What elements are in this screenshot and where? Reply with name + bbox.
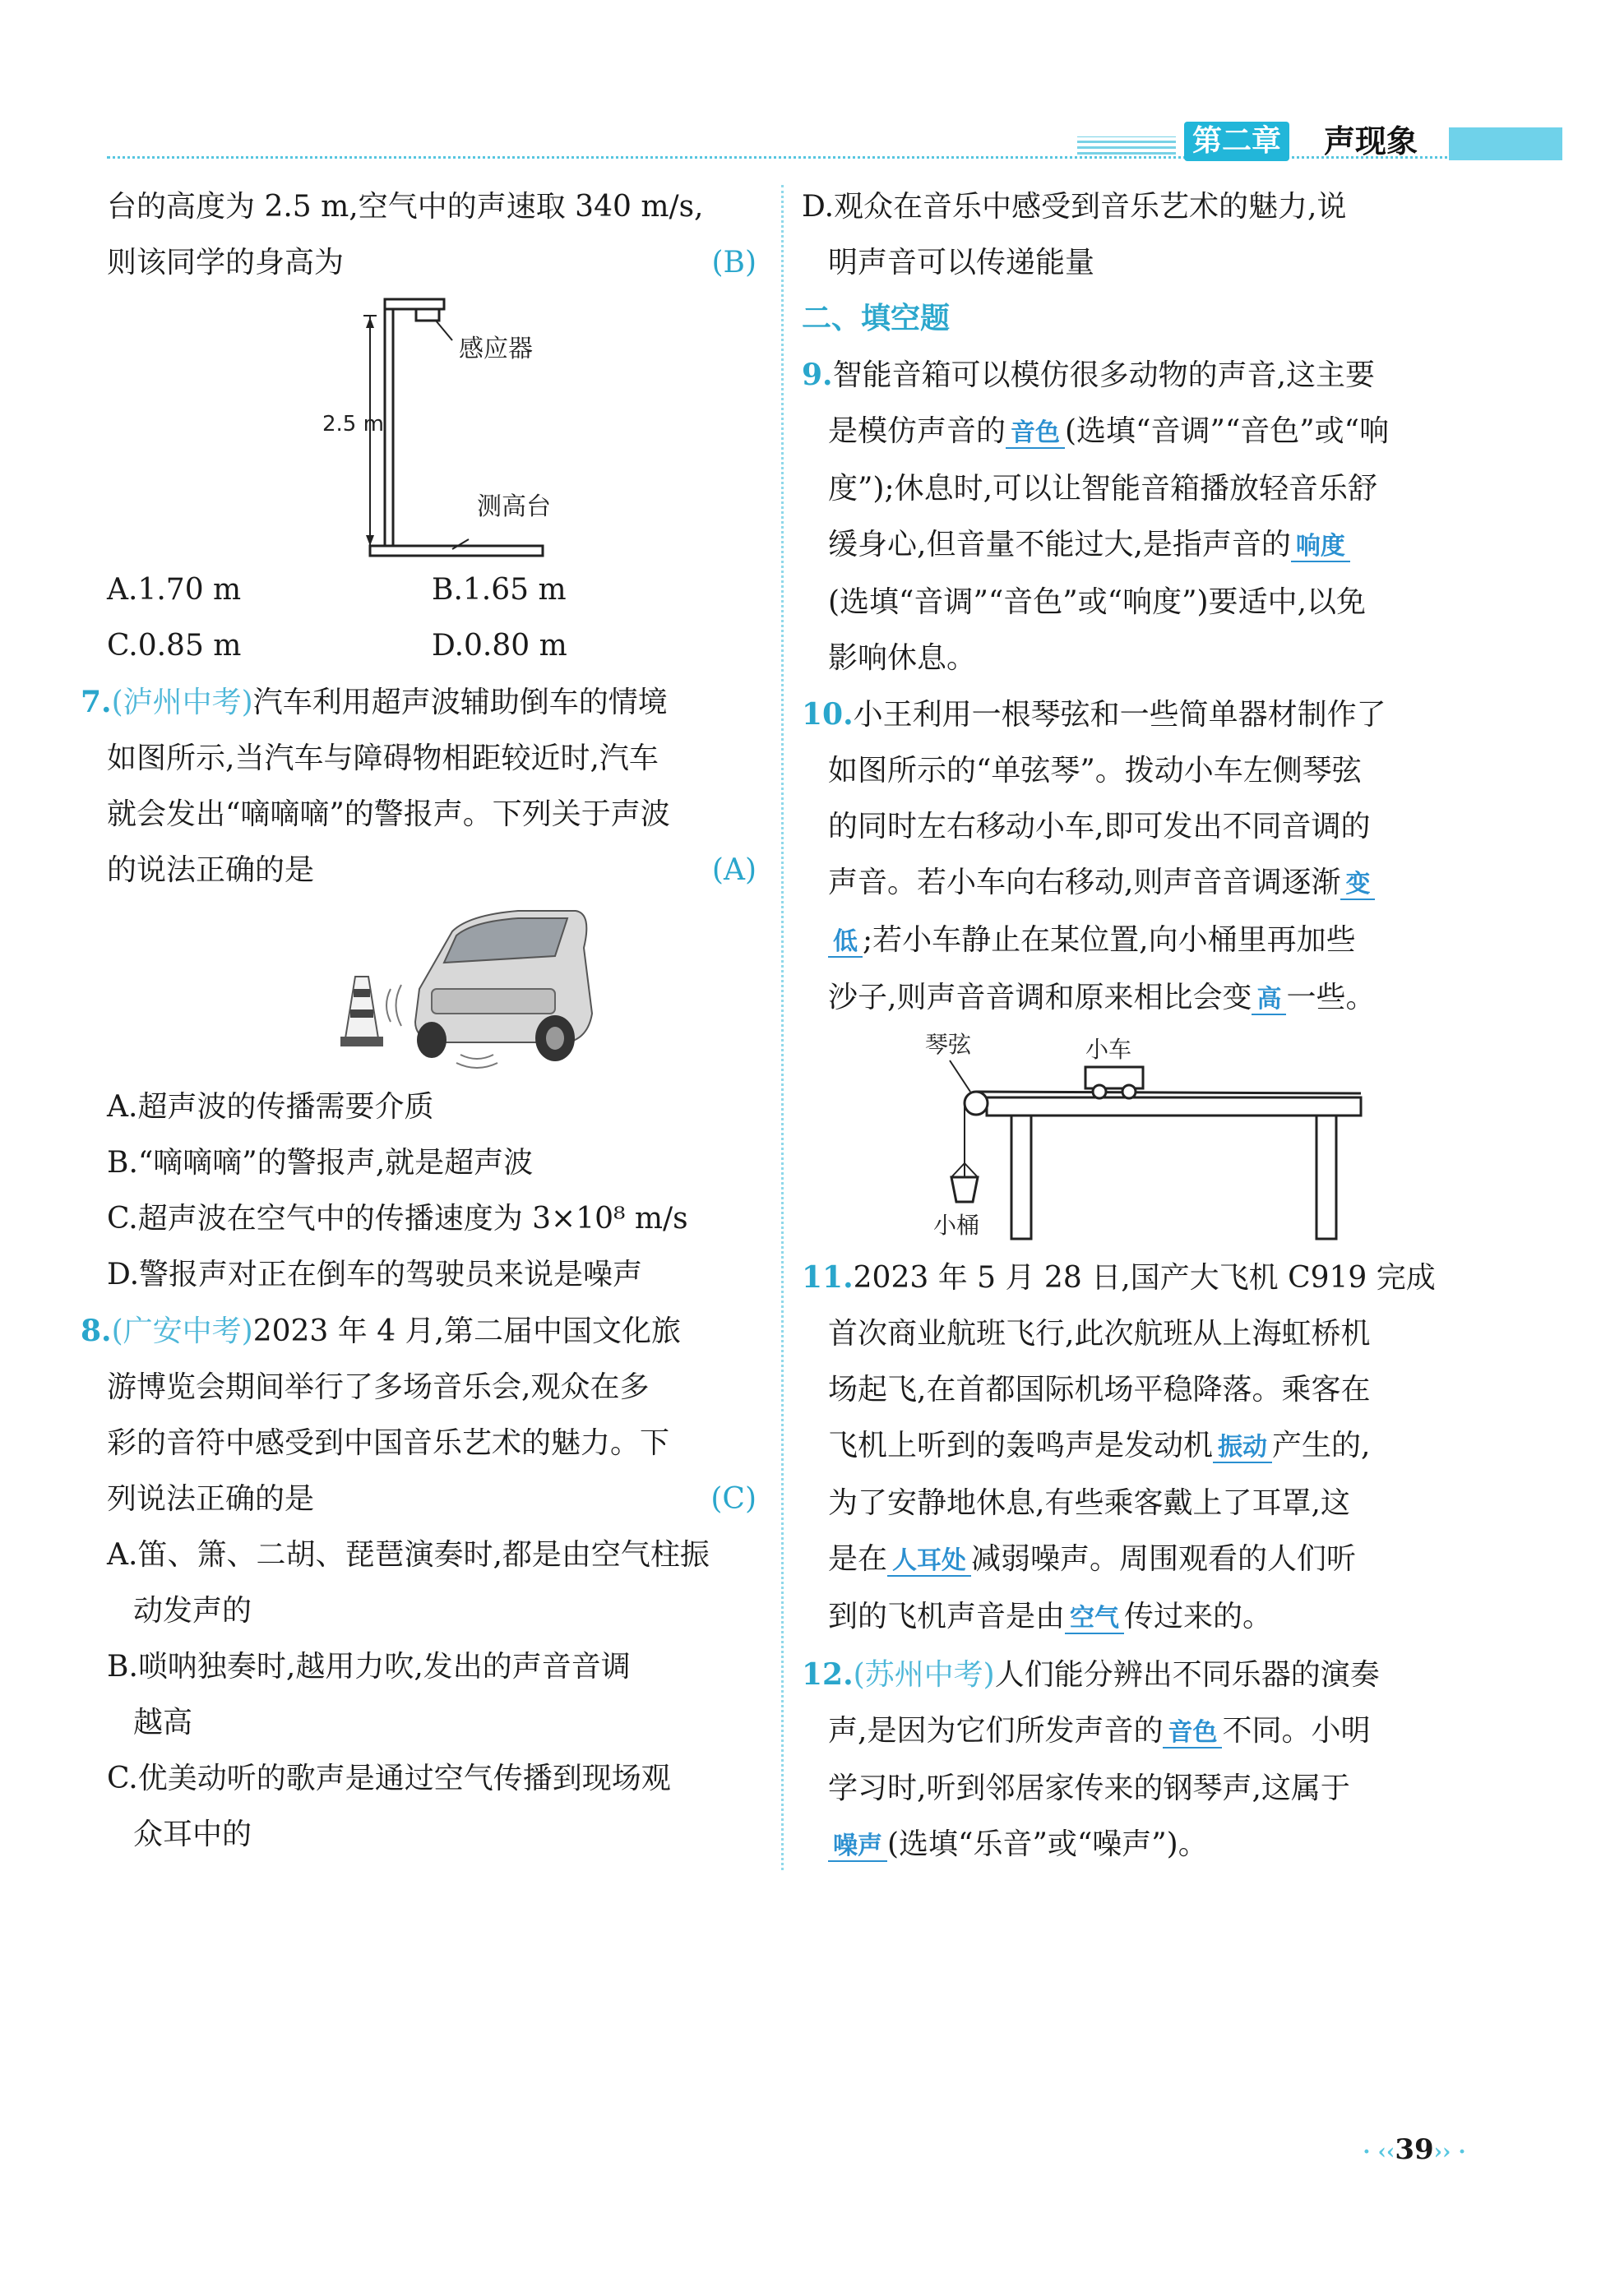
q6-option-b: B.1.65 m <box>432 573 567 607</box>
q7-option-b: B.“嘀嘀嘀”的警报声,就是超声波 <box>107 1146 534 1180</box>
q6-option-d: D.0.80 m <box>432 629 567 663</box>
height-label: 2.5 m <box>322 412 384 437</box>
q6-option-a: A.1.70 m <box>107 573 242 607</box>
q9-number: 9. <box>802 358 833 392</box>
q7-source: (泸州中考) <box>111 686 253 719</box>
q12-source: (苏州中考) <box>853 1658 995 1692</box>
q8-option-b-line1: B.唢呐独奏时,越用力吹,发出的声音音调 <box>107 1650 631 1684</box>
chapter-title: 声现象 <box>1324 123 1418 159</box>
chapter-tag: 第二章 <box>1184 122 1289 161</box>
q10-line3: 的同时左右移动小车,即可发出不同音调的 <box>828 810 1371 843</box>
q10-answer-1b: 低 <box>828 927 863 958</box>
q7-line2: 如图所示,当汽车与障碍物相距较近时,汽车 <box>107 741 659 775</box>
q9-line3: 度”);休息时,可以让智能音箱播放轻音乐舒 <box>828 472 1378 506</box>
q10-line1: 10.小王利用一根琴弦和一些简单器材制作了 <box>802 697 1386 732</box>
q7-option-d: D.警报声对正在倒车的驾驶员来说是噪声 <box>107 1258 643 1291</box>
q8-line4: 列说法正确的是 (C) <box>107 1471 757 1527</box>
q8-option-a-line2: 动发声的 <box>133 1594 252 1628</box>
q6-options-row2 <box>107 618 757 674</box>
monochord-diagram <box>802 1028 1451 1250</box>
bucket-label: 小桶 <box>933 1212 980 1239</box>
header-bar <box>1449 127 1562 160</box>
platform-label: 测高台 <box>477 492 551 521</box>
q7-option-a: A.超声波的传播需要介质 <box>107 1090 434 1124</box>
q10-answer-1a: 变 <box>1340 870 1375 900</box>
header-decoration <box>1077 136 1176 155</box>
q7-number: 7. <box>81 685 112 719</box>
q8-option-d-line1: D.观众在音乐中感受到音乐艺术的魅力,说 <box>802 190 1347 224</box>
q9-line1: 9.智能音箱可以模仿很多动物的声音,这主要 <box>802 358 1376 392</box>
q11-answer-2: 人耳处 <box>887 1546 971 1577</box>
q9-line6: 影响休息。 <box>828 641 977 675</box>
q10-line6: 沙子,则声音音调和原来相比会变 高 一些。 <box>828 981 1376 1014</box>
monochord-figure <box>802 1028 1451 1250</box>
string-label: 琴弦 <box>925 1031 972 1058</box>
q7-answer: (A) <box>711 853 757 887</box>
q12-line2: 声,是因为它们所发声音的 音色 不同。小明 <box>828 1714 1371 1748</box>
q8-number: 8. <box>81 1314 112 1348</box>
q7-line4: 的说法正确的是 (A) <box>107 843 757 899</box>
q10-line2: 如图所示的“单弦琴”。拨动小车左侧琴弦 <box>828 754 1362 788</box>
q12-line4: 噪声 (选填“乐音”或“噪声”)。 <box>802 1817 1451 1874</box>
q8-line1: 8.(广安中考)2023 年 4 月,第二届中国文化旅 <box>81 1314 681 1348</box>
q8-option-c-line2: 众耳中的 <box>133 1818 252 1851</box>
q9-answer-1: 音色 <box>1006 418 1065 449</box>
right-column <box>802 179 1451 1874</box>
q11-line6: 是在 人耳处 减弱噪声。周围观看的人们听 <box>828 1542 1357 1576</box>
q6-option-c: C.0.85 m <box>107 629 242 663</box>
left-column <box>81 179 757 1863</box>
q12-line3: 学习时,听到邻居家传来的钢琴声,这属于 <box>828 1772 1350 1805</box>
q9-line2: 是模仿声音的 音色 (选填“音调”“音色”或“响 <box>828 414 1390 448</box>
q6-options-row1 <box>107 562 757 618</box>
q9-line5: (选填“音调”“音色”或“响度”)要适中,以免 <box>828 585 1366 619</box>
q11-line7: 到的飞机声音是由 空气 传过来的。 <box>828 1600 1273 1633</box>
q6-answer: (B) <box>711 246 757 279</box>
q8-option-b-line2: 越高 <box>133 1706 193 1739</box>
q9-answer-2: 响度 <box>1291 532 1350 562</box>
q6-line2: 则该同学的身高为 (B) <box>107 235 757 291</box>
q11-line1: 11.2023 年 5 月 28 日,国产大飞机 C919 完成 <box>802 1260 1436 1295</box>
q12-line1: 12.(苏州中考)人们能分辨出不同乐器的演奏 <box>802 1657 1380 1692</box>
q11-answer-1: 振动 <box>1213 1433 1272 1463</box>
q8-line2: 游博览会期间举行了多场音乐会,观众在多 <box>107 1370 650 1404</box>
height-measure-diagram <box>107 291 757 562</box>
q8-line3: 彩的音符中感受到中国音乐艺术的魅力。下 <box>107 1426 670 1460</box>
q6-line1: 台的高度为 2.5 m,空气中的声速取 340 m/s, <box>107 190 704 224</box>
q7-option-c: C.超声波在空气中的传播速度为 3×10⁸ m/s <box>107 1202 688 1236</box>
section-title: 二、填空题 <box>802 302 951 335</box>
q12-answer-2: 噪声 <box>828 1832 887 1862</box>
q11-line4: 飞机上听到的轰鸣声是发动机 振动 产生的, <box>828 1429 1371 1462</box>
q7-line1: 7.(泸州中考)汽车利用超声波辅助倒车的情境 <box>81 685 668 719</box>
q8-option-a-line1: A.笛、箫、二胡、琵琶演奏时,都是由空气柱振 <box>107 1538 710 1572</box>
column-divider <box>781 185 784 1870</box>
q11-line2: 首次商业航班飞行,此次航班从上海虹桥机 <box>828 1317 1371 1351</box>
q11-line5: 为了安静地休息,有些乘客戴上了耳罩,这 <box>828 1486 1350 1520</box>
page-number: · ‹‹ 39 ›› · <box>1349 2129 1480 2173</box>
q12-number: 12. <box>802 1657 854 1692</box>
q8-source: (广安中考) <box>111 1314 253 1348</box>
q11-answer-3: 空气 <box>1065 1604 1124 1634</box>
q7-line3: 就会发出“嘀嘀嘀”的警报声。下列关于声波 <box>107 797 670 831</box>
q10-answer-2: 高 <box>1252 985 1286 1015</box>
q10-line4: 声音。若小车向右移动,则声音音调逐渐 变 <box>802 855 1451 912</box>
q11-number: 11. <box>802 1260 854 1295</box>
car-reversing-illustration <box>107 899 757 1079</box>
q9-line4: 缓身心,但音量不能过大,是指声音的 响度 <box>802 517 1451 575</box>
cart-label: 小车 <box>1085 1036 1132 1063</box>
q10-line5: 低 ;若小车静止在某位置,向小桶里再加些 <box>802 912 1451 970</box>
q10-number: 10. <box>802 697 854 732</box>
sensor-label: 感应器 <box>459 335 533 363</box>
q12-answer-1: 音色 <box>1163 1718 1222 1749</box>
q8-option-d-line2: 明声音可以传递能量 <box>828 246 1095 279</box>
height-measure-figure <box>107 291 757 562</box>
car-reversing-figure <box>107 899 757 1079</box>
q8-option-c-line1: C.优美动听的歌声是通过空气传播到现场观 <box>107 1762 671 1795</box>
q11-line3: 场起飞,在首都国际机场平稳降落。乘客在 <box>828 1373 1371 1407</box>
q8-answer: (C) <box>710 1482 757 1516</box>
